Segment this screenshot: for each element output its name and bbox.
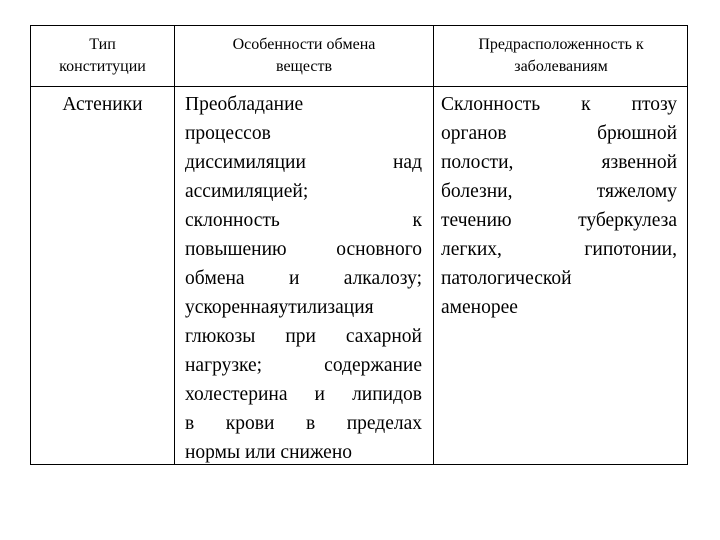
cell-metabolism	[185, 90, 422, 467]
text-line: Преобладание	[185, 94, 304, 115]
text-line: течению туберкулеза	[441, 210, 677, 231]
text-line: процессов	[185, 123, 271, 144]
text-line: нормы или снижено	[185, 442, 353, 463]
text-line: органов брюшной	[441, 123, 677, 144]
header-predisposition: Предрасположенность к заболеваниям	[478, 36, 644, 75]
constitution-table	[30, 25, 688, 465]
text-line: в крови в пределах	[185, 413, 422, 434]
text-line: глюкозы при сахарной	[185, 326, 422, 347]
header-divider	[31, 86, 687, 87]
text-line: Склонность к птозу	[441, 94, 677, 115]
text-line: аменорее	[441, 297, 518, 318]
text-line: нагрузке; содержание	[185, 355, 422, 376]
header-metabolism: Особенности обмена веществ	[232, 36, 376, 75]
text-line: ассимиляцией;	[185, 181, 309, 202]
text-line: повышению основного	[185, 239, 422, 260]
text-line: полости, язвенной	[441, 152, 677, 173]
text-line: диссимиляции над	[185, 152, 422, 173]
text-line: обмена и алкалозу;	[185, 268, 422, 289]
text-line: холестерина и липидов	[185, 384, 422, 405]
text-line: патологической	[441, 268, 572, 289]
text-line: ускореннаяутилизация	[185, 297, 374, 318]
text-line: легких, гипотонии,	[441, 239, 677, 260]
header-constitution-type: Тип конституции	[59, 36, 146, 75]
column-divider	[174, 26, 175, 464]
cell-predisposition	[441, 90, 677, 322]
cell-constitution-type: Астеники	[62, 94, 143, 115]
column-divider	[433, 26, 434, 464]
text-line: склонность к	[185, 210, 422, 231]
text-line: болезни, тяжелому	[441, 181, 677, 202]
